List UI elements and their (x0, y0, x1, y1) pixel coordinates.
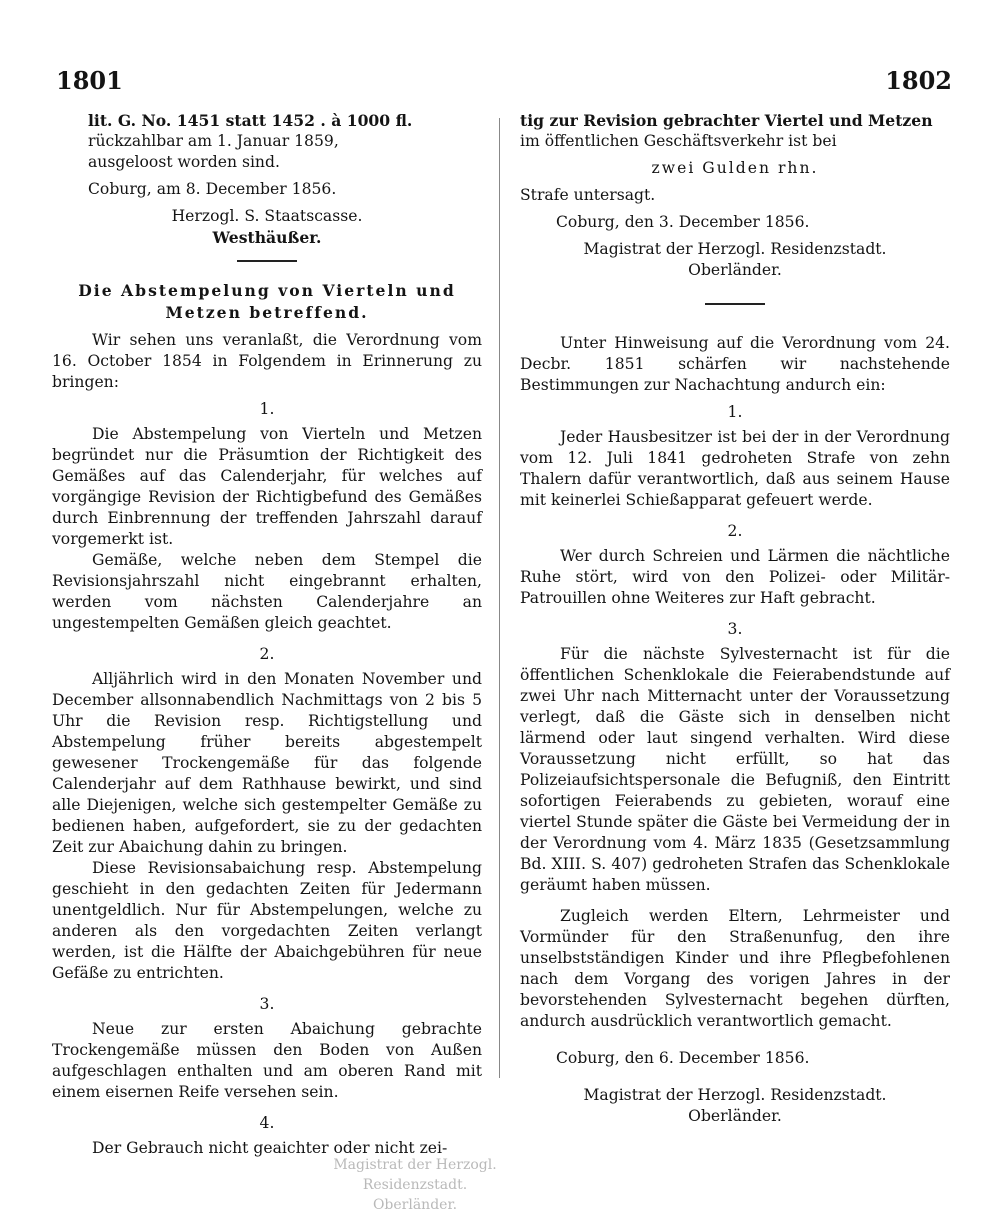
office-signature: Magistrat der Herzogl. Residenzstadt. (583, 240, 887, 258)
continuation-line: tig zur Revision gebrachter Viertel und Metzen (520, 111, 933, 130)
heading-line: Die Abstempelung von Vierteln und (78, 281, 456, 300)
section-separator (237, 260, 297, 262)
column-divider (499, 118, 500, 1078)
announcement-intro (52, 110, 482, 173)
signatory-name: Westhäußer. (212, 228, 322, 247)
continuation-line: Strafe untersagt. (520, 186, 656, 204)
section-number: 4. (259, 1114, 275, 1132)
page-number-right: 1802 (885, 66, 952, 95)
section-number: 2. (727, 522, 743, 540)
page-number-left: 1801 (56, 66, 123, 95)
office-signature: Herzogl. S. Staatscasse. (171, 207, 363, 225)
office-signature: Magistrat der Herzogl. Residenzstadt. (583, 1086, 887, 1104)
bleed-line: Magistrat der Herzogl. Residenzstadt. (333, 1157, 497, 1193)
paragraph: Zugleich werden Eltern, Lehrmeister und Vormünder für den Straßenunfug, den ihre unselbstständigen Kinder und ihre Pflegbefohlenen nach dem Vorgang des vorigen Jahres in der bevorstehenden Sylvesternacht begehen dürften, andurch ausdrücklich verantwortlich gemacht. (520, 907, 950, 1030)
continuation-line: im öffentlichen Geschäftsverkehr ist bei (520, 132, 837, 150)
intro-line: rückzahlbar am 1. Januar 1859, (88, 132, 339, 150)
signatory-name: Oberländer. (688, 1107, 782, 1125)
bleed-through-text (300, 1155, 530, 1215)
signatory-name: Oberländer. (688, 261, 782, 279)
paragraph: Wer durch Schreien und Lärmen die nächtliche Ruhe stört, wird von den Polizei- oder Militär-Patrouillen ohne Weiteres zur Haft gebracht. (520, 547, 950, 607)
heading-line: Metzen betreffend. (165, 303, 369, 322)
intro-line: lit. G. No. 1451 statt 1452 . à 1000 fl. (88, 111, 413, 130)
place-date: Coburg, am 8. December 1856. (88, 180, 337, 198)
paragraph: Alljährlich wird in den Monaten November und December allsonnabendlich Nachmittags von 2 bis 5 Uhr die Revision resp. Richtigstellung und Abstempelung früher bereits abgestempelt gewesener Trockengemäße für das folgende Calenderjahr auf dem Rathhause bewirkt, und sind alle Diejenigen, welche sich gestempelter Gemäße zu bedienen haben, aufgefordert, sie zu der gedachten Zeit zur Abaichung dahin zu bringen. (52, 670, 482, 856)
penalty-amount: zwei Gulden rhn. (651, 159, 819, 177)
intro-line: ausgeloost worden sind. (88, 153, 280, 171)
intro-paragraph: Unter Hinweisung auf die Verordnung vom 24. Decbr. 1851 schärfen wir nachstehende Bestimmungen zur Nachachtung andurch ein: (520, 334, 950, 394)
paragraph: Jeder Hausbesitzer ist bei der in der Verordnung vom 12. Juli 1841 gedroheten Strafe von zehn Thalern dafür verantwortlich, daß aus seinem Hause mit keinerlei Schießapparat gefeuert werde. (520, 428, 950, 509)
bleed-line: Oberländer. (372, 1197, 458, 1213)
intro-paragraph: Wir sehen uns veranlaßt, die Verordnung vom 16. October 1854 in Folgendem in Erinnerung zu bringen: (52, 331, 482, 391)
section-number: 1. (727, 403, 743, 421)
paragraph: Gemäße, welche neben dem Stempel die Revisionsjahrszahl nicht eingebrannt erhalten, werden vom nächsten Calenderjahre an ungestempelten Gemäßen gleich geachtet. (52, 551, 482, 632)
section-number: 1. (259, 400, 275, 418)
place-date: Coburg, den 6. December 1856. (556, 1049, 810, 1067)
section-number: 3. (727, 620, 743, 638)
paragraph: Der Gebrauch nicht geaichter oder nicht zei- (92, 1139, 448, 1157)
paragraph: Neue zur ersten Abaichung gebrachte Trockengemäße müssen den Boden von Außen aufgeschlagen enthalten und am oberen Rand mit einem eisernen Reife versehen sein. (52, 1020, 482, 1101)
right-column (520, 110, 950, 1127)
article-heading (52, 280, 482, 324)
paragraph: Die Abstempelung von Vierteln und Metzen begründet nur die Präsumtion der Richtigkeit des Gemäßes auf das Calenderjahr, für welches auf vorgängige Revision der Richtigbefund des Gemäßes durch Einbrennung der treffenden Jahrszahl darauf vorgemerkt ist. (52, 425, 482, 548)
place-date: Coburg, den 3. December 1856. (556, 213, 810, 231)
section-number: 2. (259, 645, 275, 663)
section-number: 3. (259, 995, 275, 1013)
paragraph: Für die nächste Sylvesternacht ist für die öffentlichen Schenklokale die Feierabendstunde auf zwei Uhr nach Mitternacht unter der Voraussetzung verlegt, daß die Gäste sich in denselben nicht lärmend oder laut singend verhalten. Wird diese Voraussetzung nicht erfüllt, so hat das Polizeiaufsichtspersonale die Befugniß, den Eintritt sofortigen Feierabends zu gebieten, worauf eine viertel Stunde später die Gäste bei Vermeidung der in der Verordnung vom 4. März 1835 (Gesetzsammlung Bd. XIII. S. 407) gedroheten Strafen das Schenklokale geräumt haben müssen. (520, 645, 950, 894)
section-separator (705, 303, 765, 305)
left-column (52, 110, 482, 1159)
paragraph: Diese Revisionsabaichung resp. Abstempelung geschieht in den gedachten Zeiten für Jedermann unentgeldlich. Nur für Abstempelungen, welche zu anderen als den vorgedachten Zeiten verlangt werden, ist die Hälfte der Abaichgebühren für neue Gefäße zu entrichten. (52, 859, 482, 982)
